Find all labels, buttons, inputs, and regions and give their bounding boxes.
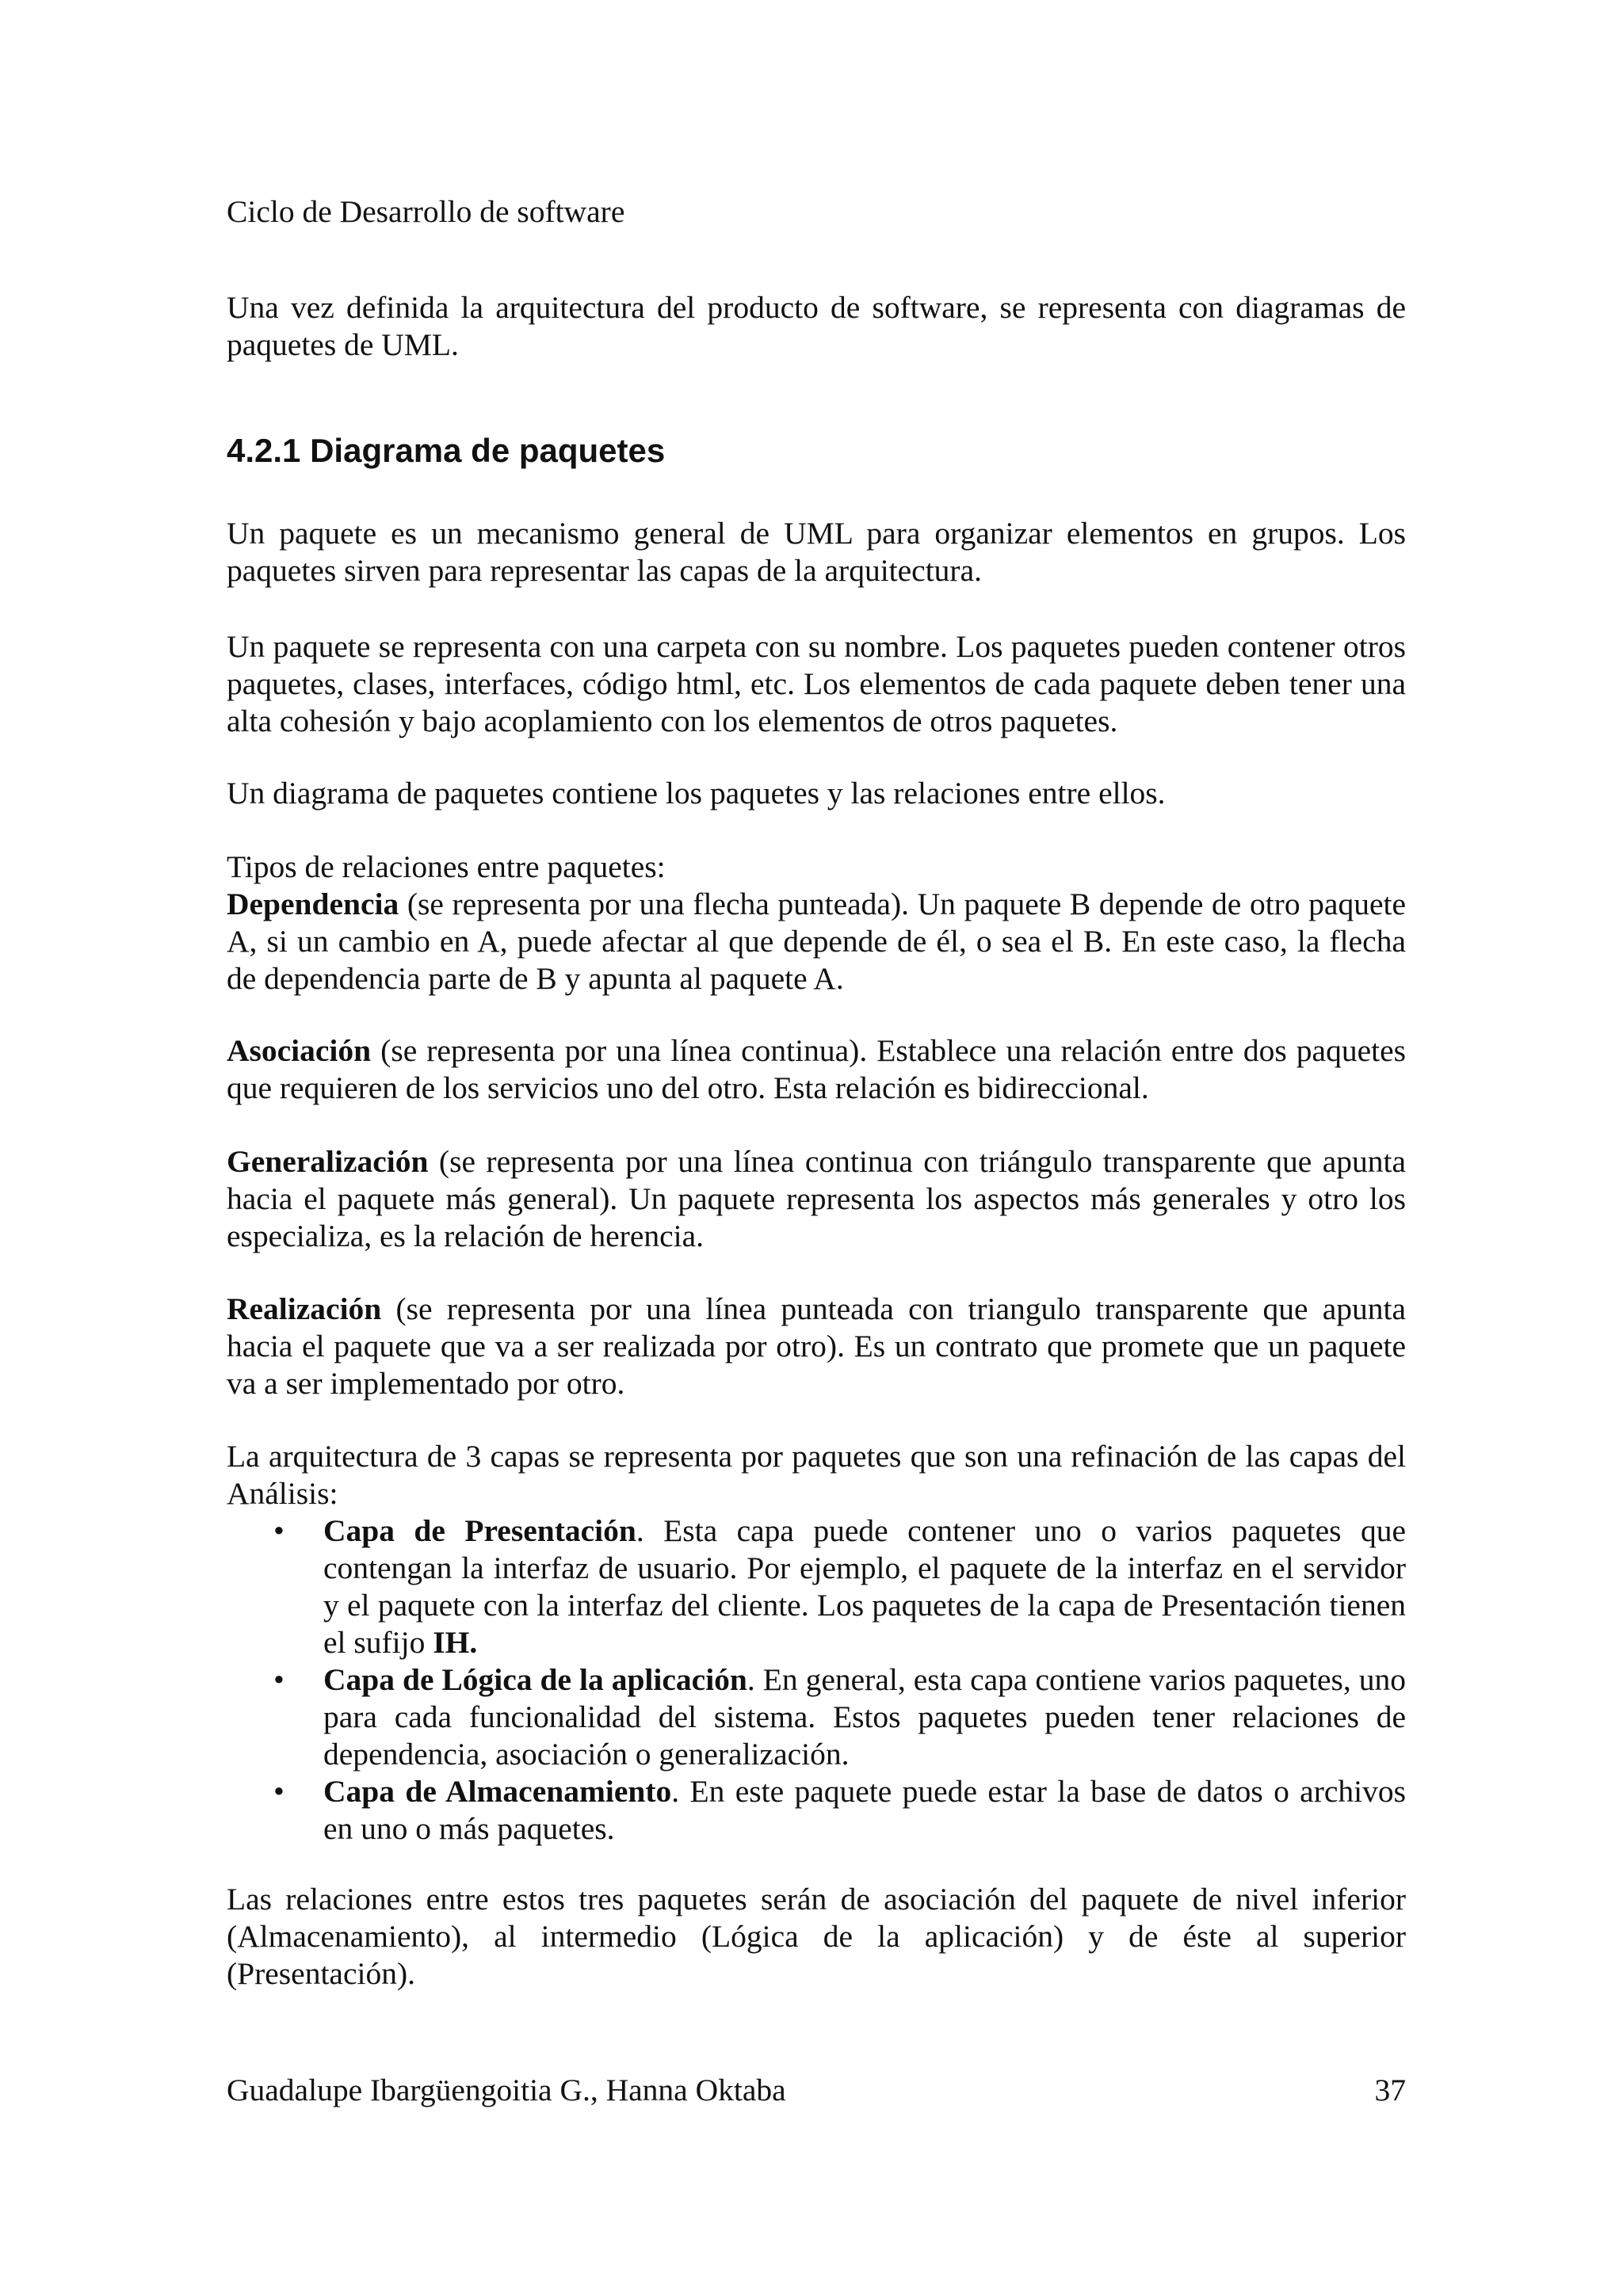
page-number: 37: [1374, 2073, 1406, 2107]
bullet-icon: •: [273, 1513, 285, 1548]
footer-authors: Guadalupe Ibargüengoitia G., Hanna Oktaba: [227, 2073, 786, 2107]
relation-dependencia: [227, 886, 1406, 997]
running-header: Ciclo de Desarrollo de software: [227, 194, 625, 229]
layer-description: . En general, esta capa contiene varios paquetes, uno para cada funcionalidad del sistema. Estos paquetes pueden tener relaciones de dependencia, asociación o generalización.: [323, 1662, 1406, 1772]
layer-description: . En este paquete puede estar la base de datos o archivos en uno o más paquetes.: [323, 1774, 1406, 1846]
relations-section: [227, 849, 1406, 997]
paragraph-paquete-carpeta: Un paquete se representa con una carpeta con su nombre. Los paquetes pueden contener otros paquetes, clases, interfaces, código html, etc. Los elementos de cada paquete deben tener una alta cohesión y bajo acoplamiento con los elementos de otros paquetes.: [227, 629, 1406, 738]
relation-term: Realización: [227, 1291, 382, 1326]
relation-term: Generalización: [227, 1144, 429, 1179]
layer-description: . Esta capa puede contener uno o varios paquetes que contengan la interfaz de usuario. Por ejemplo, el paquete de la interfaz en el servidor y el paquete con la interfaz del cliente. Los paquetes de la capa de Presentación tienen el sufijo: [323, 1513, 1406, 1660]
relation-description: (se representa por una línea continua con triángulo transparente que apunta hacia el paquete más general). Un paquete representa los aspectos más generales y otro los especializa, es la relación de herencia.: [227, 1144, 1406, 1253]
closing-paragraph: Las relaciones entre estos tres paquetes serán de asociación del paquete de nivel inferior (Almacenamiento), al intermedio (Lógica de la aplicación) y de éste al superior (Presentación).: [227, 1882, 1406, 1991]
relation-asociacion: [227, 1032, 1406, 1107]
relation-term: Asociación: [227, 1033, 372, 1068]
relations-intro: Tipos de relaciones entre paquetes:: [227, 849, 666, 884]
bullet-icon: •: [273, 1774, 285, 1809]
layers-intro: La arquitectura de 3 capas se representa por paquetes que son una refinación de las capas del Análisis:: [227, 1439, 1406, 1511]
section-heading: 4.2.1 Diagrama de paquetes: [227, 432, 666, 469]
relation-description: (se representa por una flecha punteada). Un paquete B depende de otro paquete A, si un cambio en A, puede afectar al que depende de él, o sea el B. En este caso, la flecha de dependencia parte de B y apunta al paquete A.: [227, 887, 1406, 996]
list-item-presentacion: [227, 1512, 1406, 1661]
layer-suffix: IH.: [433, 1625, 478, 1660]
layers-list: [227, 1512, 1406, 1848]
layer-term: Capa de Presentación: [323, 1513, 636, 1548]
layer-term: Capa de Almacenamiento: [323, 1774, 672, 1809]
list-item-logica: [227, 1661, 1406, 1773]
relation-generalizacion: [227, 1143, 1406, 1255]
relation-description: (se representa por una línea punteada con triangulo transparente que apunta hacia el paquete que va a ser realizada por otro). Es un contrato que promete que un paquete va a ser implementado por otro.: [227, 1291, 1406, 1401]
intro-paragraph: Una vez definida la arquitectura del producto de software, se representa con diagramas de paquetes de UML.: [227, 290, 1406, 362]
paragraph-paquete-definicion: Un paquete es un mecanismo general de UML para organizar elementos en grupos. Los paquetes sirven para representar las capas de la arquitectura.: [227, 516, 1406, 588]
list-item-almacenamiento: [227, 1773, 1406, 1848]
layer-term: Capa de Lógica de la aplicación: [323, 1662, 747, 1697]
paragraph-diagrama: Un diagrama de paquetes contiene los paquetes y las relaciones entre ellos.: [227, 776, 1166, 810]
relation-term: Dependencia: [227, 887, 399, 921]
relation-realizacion: [227, 1291, 1406, 1402]
page-footer: [227, 2072, 1406, 2109]
relation-description: (se representa por una línea continua). Establece una relación entre dos paquetes que requieren de los servicios uno del otro. Esta relación es bidireccional.: [227, 1033, 1406, 1105]
bullet-icon: •: [273, 1662, 285, 1697]
